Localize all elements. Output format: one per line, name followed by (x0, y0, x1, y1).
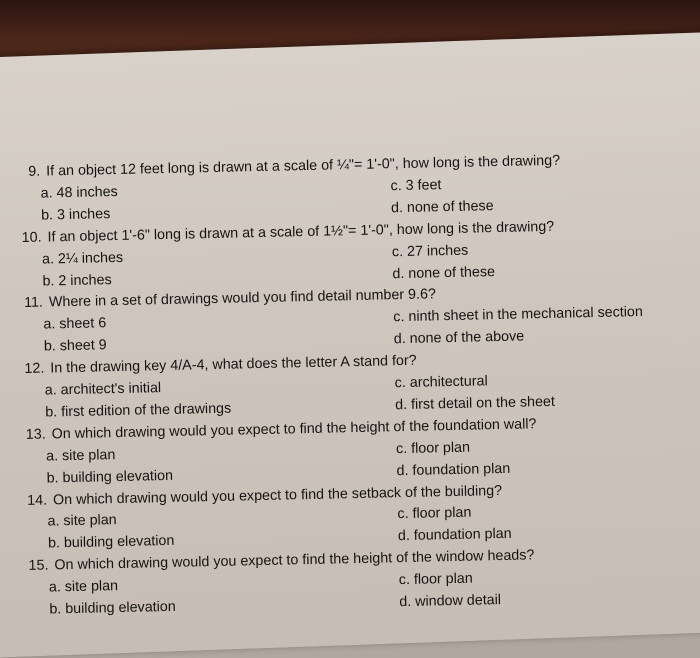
question-number: 13. (25, 426, 46, 443)
option-a: a. architect's initial (44, 380, 162, 399)
option-a: a. 2¼ inches (41, 249, 124, 268)
option-c: c. floor plan (398, 570, 473, 589)
question-text: On which drawing would you expect to find the setback of the building? (52, 482, 503, 508)
option-d: d. none of these (390, 197, 494, 217)
option-c: c. architectural (394, 373, 488, 392)
question-number: 14. (27, 492, 48, 509)
question-number: 9. (28, 163, 41, 180)
option-c: c. 27 inches (391, 242, 469, 260)
option-c: c. ninth sheet in the mechanical section (393, 304, 643, 326)
option-c: c. floor plan (397, 505, 472, 523)
option-a: a. sheet 6 (43, 315, 107, 333)
question-number: 11. (23, 294, 44, 312)
option-a: a. site plan (47, 512, 117, 530)
option-d: d. foundation plan (397, 526, 512, 545)
option-d: d. foundation plan (396, 460, 511, 479)
option-b: b. sheet 9 (43, 337, 107, 355)
question-text: In the drawing key 4/A-4, what does the letter A stand for? (50, 352, 417, 377)
question-number: 10. (21, 229, 42, 246)
question-number: 15. (28, 557, 49, 575)
question-list (20, 148, 689, 622)
question-text: On which drawing would you expect to find the height of the foundation wall? (51, 416, 537, 443)
option-c: c. 3 feet (390, 177, 442, 195)
option-b: b. building elevation (46, 467, 174, 487)
question-text: If an object 1'-6" long is drawn at a scale of 1½"= 1'-0", how long is the drawing? (47, 218, 555, 246)
question-15 (28, 542, 689, 622)
option-b: b. 3 inches (40, 205, 111, 224)
option-b: b. building elevation (47, 533, 175, 552)
option-b: b. first edition of the drawings (45, 400, 232, 421)
option-c: c. floor plan (395, 439, 471, 457)
option-d: d. window detail (399, 592, 502, 611)
option-d: d. first detail on the sheet (395, 393, 556, 414)
option-d: d. none of these (392, 263, 496, 282)
question-text: Where in a set of drawings would you find detail number 9.6? (48, 286, 437, 311)
option-b: b. 2 inches (42, 271, 112, 290)
option-a: a. site plan (46, 446, 116, 465)
option-a: a. 48 inches (40, 183, 118, 202)
question-text: If an object 12 feet long is drawn at a scale of ¼"= 1'-0", how long is the drawing? (46, 152, 561, 180)
question-text: On which drawing would you expect to find the height of the window heads? (54, 547, 535, 574)
option-b: b. building elevation (49, 598, 176, 618)
option-a: a. site plan (48, 578, 119, 596)
option-d: d. none of the above (393, 328, 525, 348)
question-number: 12. (24, 360, 45, 378)
